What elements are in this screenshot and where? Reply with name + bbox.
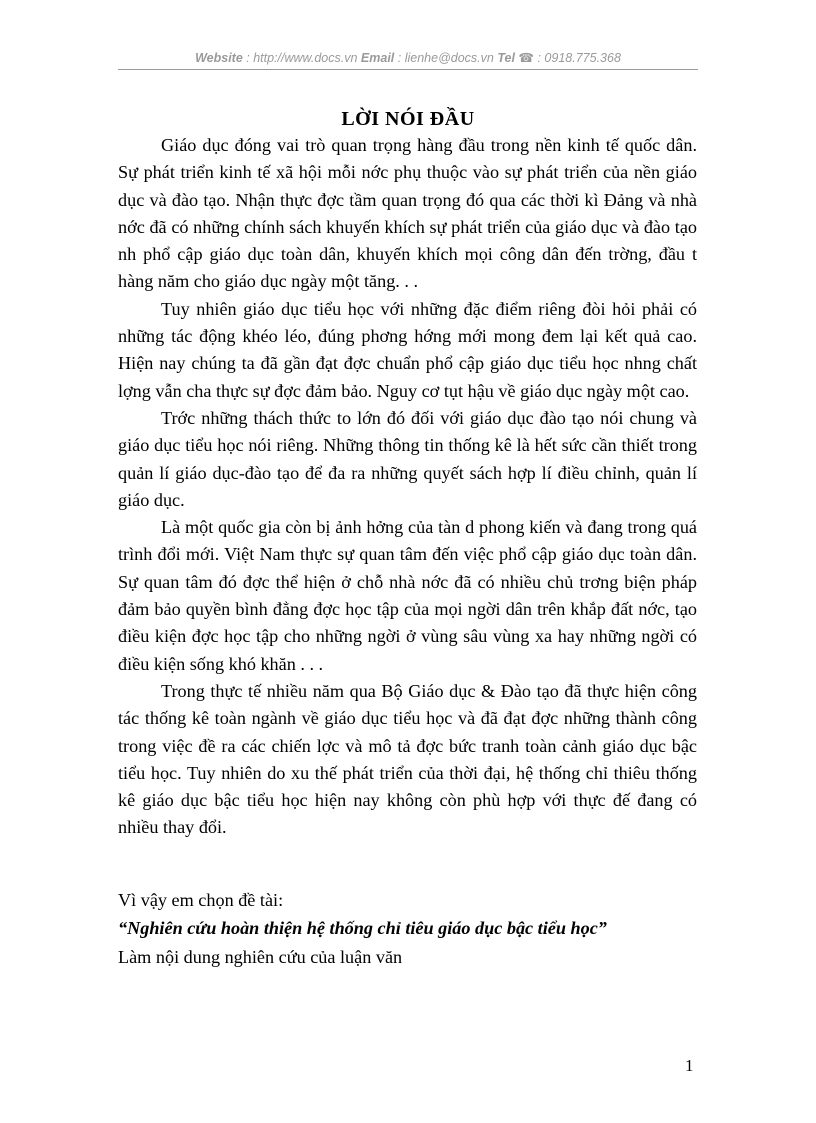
paragraph: Giáo dục đóng vai trò quan trọng hàng đầu trong nền kinh tế quốc dân. Sự phát triển kinh tế xã hội mỗi nớc phụ thuộc vào sự phát triển của nền giáo dục và đào tạo. Nhận thực đợc tầm quan trọng đó qua các thời kì Đảng và nhà nớc đã có những chính sách khuyến khích sự phát triển của giáo dục và đào tạo nh phổ cập giáo dục toàn dân, khuyến khích mọi công dân đến trờng, đầu t hàng năm cho giáo dục ngày một tăng. . . xyxy=(118,135,697,292)
website-value: : http://www.docs.vn xyxy=(246,51,358,65)
paragraph: Tuy nhiên giáo dục tiểu học với những đặc điểm riêng đòi hỏi phải có những tác động khéo léo, đúng phơng hớng mới mong đem lại kết quả cao. Hiện nay chúng ta đã gần đạt đợc chuẩn phổ cập giáo dục tiểu học nhng chất lợng vẫn cha thực sự đợc đảm bảo. Nguy cơ tụt hậu về giáo dục ngày một cao. xyxy=(118,298,697,401)
website-label: Website xyxy=(195,51,243,65)
paragraph: Là một quốc gia còn bị ảnh hởng của tàn d phong kiến và đang trong quá trình đổi mới. Việt Nam thực sự quan tâm đến việc phổ cập giáo dục toàn dân. Sự quan tâm đó đợc thể hiện ở chỗ nhà nớc đã có nhiều chủ trơng biện pháp đảm bảo quyền bình đẳng đợc học tập của mọi ngời dân trên khắp đất nớc, tạo điều kiện đợc học tập cho những ngời ở vùng sâu vùng xa hay những ngời có điều kiện sống khó khăn . . . xyxy=(118,517,697,674)
tel-value: : 0918.775.368 xyxy=(537,51,621,65)
tel-label: Tel xyxy=(497,51,515,65)
page-title: LỜI NÓI ĐẦU xyxy=(341,108,475,130)
paragraph: Trớc những thách thức to lớn đó đối với giáo dục đào tạo nói chung và giáo dục tiểu học nói riêng. Những thông tin thống kê là hết sức cần thiết trong quản lí giáo dục-đào tạo để đa ra những quyết sách hợp lí điều chỉnh, quản lí giáo dục. xyxy=(118,407,697,510)
telephone-icon: ☎ xyxy=(518,51,534,65)
email-value: : lienhe@docs.vn xyxy=(397,51,494,65)
body-text xyxy=(118,132,697,842)
page-number: 1 xyxy=(685,1056,694,1075)
paragraph: Trong thực tế nhiều năm qua Bộ Giáo dục & Đào tạo đã thực hiện công tác thống kê toàn ngành về giáo dục tiểu học và đã đạt đợc những thành công trong việc đề ra các chiến lợc và mô tả đợc bức tranh toàn cảnh giáo dục bậc tiểu học. Tuy nhiên do xu thế phát triển của thời đại, hệ thống chỉ thiêu thống kê giáo dục bậc tiểu học hiện nay không còn phù hợp với thực đế đang có nhiều thay đổi. xyxy=(118,680,697,838)
closing-line: Làm nội dung nghiên cứu của luận văn xyxy=(118,947,403,967)
thesis-title: “Nghiên cứu hoàn thiện hệ thống chỉ tiêu giáo dục bậc tiểu học” xyxy=(118,918,607,938)
page-header xyxy=(118,50,698,65)
header-divider xyxy=(118,69,698,70)
email-label: Email xyxy=(360,51,395,65)
topic-intro: Vì vậy em chọn đề tài: xyxy=(118,890,284,910)
